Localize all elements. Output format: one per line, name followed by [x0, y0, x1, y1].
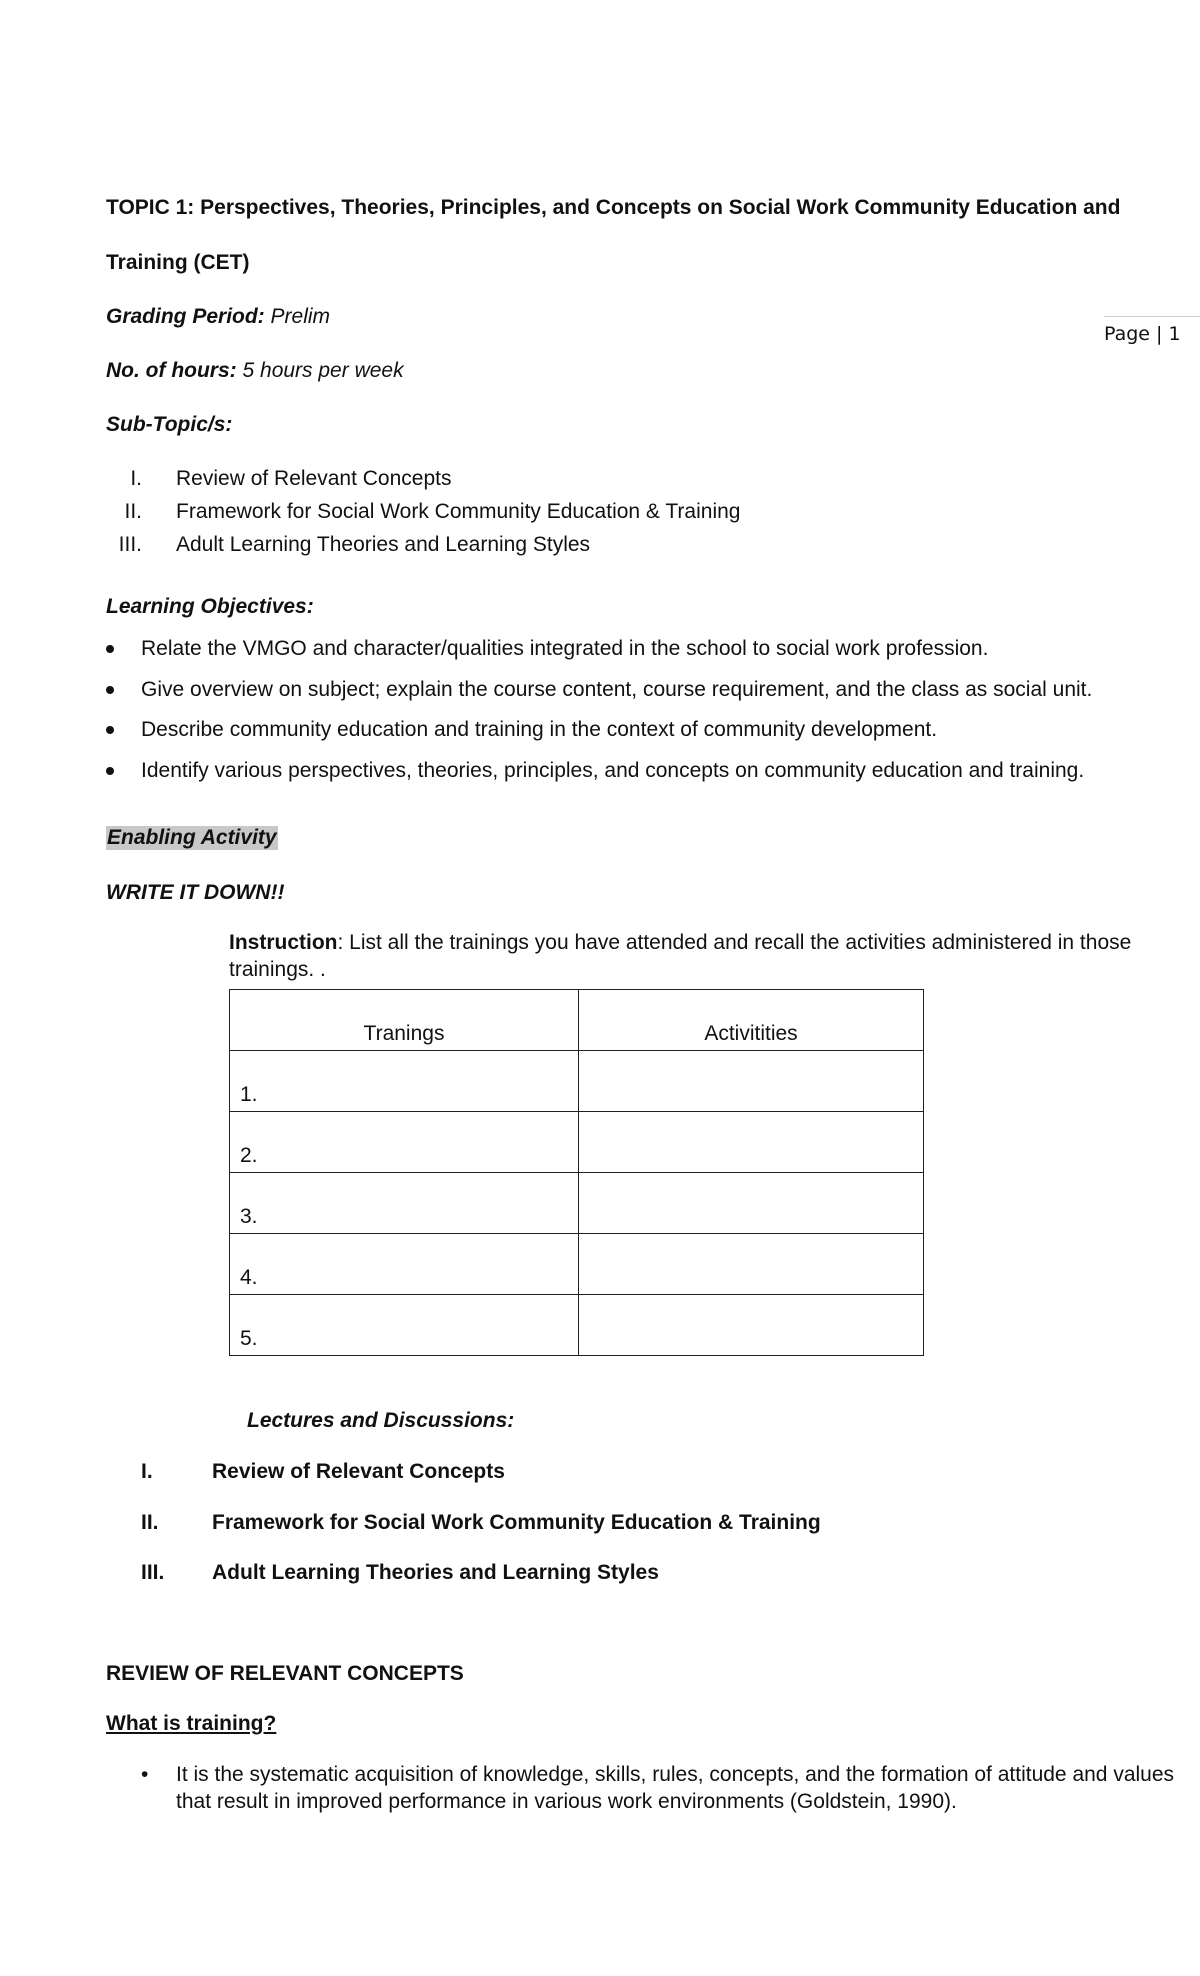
objective-item: Give overview on subject; explain the course content, course requirement, and the class as social unit.: [141, 678, 1093, 701]
enabling-activity-heading: Enabling Activity: [107, 826, 277, 849]
page-number-box: [1104, 316, 1200, 345]
hours-label: No. of hours:: [106, 359, 237, 382]
instruction-text-cont: trainings. .: [229, 958, 326, 981]
hours: [106, 359, 404, 383]
lecture-text: Review of Relevant Concepts: [212, 1460, 505, 1483]
activity-cell[interactable]: [579, 1173, 924, 1234]
subtopic-number: I.: [130, 467, 142, 490]
bullet-icon: •: [141, 1763, 149, 1786]
bullet-icon: [106, 645, 114, 653]
table-row: [230, 1173, 924, 1234]
subtopic-text: Framework for Social Work Community Education & Training: [176, 500, 741, 523]
topic-title-line1: TOPIC 1: Perspectives, Theories, Principles, and Concepts on Social Work Community Education and: [106, 196, 1121, 219]
training-cell[interactable]: 5.: [230, 1295, 579, 1356]
subtopic-number: II.: [124, 500, 142, 523]
training-question: What is training?: [106, 1712, 277, 1735]
lecture-number: III.: [141, 1561, 165, 1584]
objectives-heading: Learning Objectives:: [106, 595, 314, 618]
bullet-icon: [106, 686, 114, 694]
activity-cell[interactable]: [579, 1295, 924, 1356]
lectures-heading: Lectures and Discussions:: [247, 1409, 515, 1432]
objective-item: Describe community education and training in the context of community development.: [141, 718, 938, 741]
table-row: [230, 1295, 924, 1356]
activity-cell[interactable]: [579, 1234, 924, 1295]
table-row: [230, 1112, 924, 1173]
subtopic-number: III.: [118, 533, 142, 556]
hours-value: 5 hours per week: [242, 359, 404, 382]
column-header-activities: Activitities: [579, 990, 924, 1051]
lecture-text: Adult Learning Theories and Learning Styles: [212, 1561, 659, 1584]
subtopics-heading: Sub-Topic/s:: [106, 413, 233, 436]
training-cell[interactable]: 1.: [230, 1051, 579, 1112]
bullet-icon: [106, 726, 114, 734]
topic-title-line2: Training (CET): [106, 251, 250, 274]
grading-label: Grading Period:: [106, 305, 265, 328]
table-row: [230, 1234, 924, 1295]
lecture-number: I.: [141, 1460, 153, 1483]
column-header-trainings: Tranings: [230, 990, 579, 1051]
lecture-number: II.: [141, 1511, 159, 1534]
instruction-label: Instruction: [229, 931, 338, 954]
training-definition-line1: It is the systematic acquisition of knowledge, skills, rules, concepts, and the formation of attitude and values: [176, 1763, 1175, 1786]
training-cell[interactable]: 3.: [230, 1173, 579, 1234]
activity-cell[interactable]: [579, 1112, 924, 1173]
instruction: [229, 931, 1131, 955]
lecture-text: Framework for Social Work Community Education & Training: [212, 1511, 821, 1534]
grading-value: Prelim: [270, 305, 331, 328]
table-header-row: [230, 990, 924, 1051]
objective-item: Identify various perspectives, theories, principles, and concepts on community education and training.: [141, 759, 1085, 782]
trainings-table: [229, 989, 924, 1356]
page-number: Page | 1: [1104, 323, 1181, 345]
grading-period: [106, 305, 330, 329]
instruction-text: : List all the trainings you have attended and recall the activities administered in those: [337, 931, 1132, 954]
bullet-icon: [106, 767, 114, 775]
training-definition-line2: that result in improved performance in various work environments (Goldstein, 1990).: [176, 1790, 957, 1813]
review-heading: REVIEW OF RELEVANT CONCEPTS: [106, 1662, 464, 1685]
training-cell[interactable]: 2.: [230, 1112, 579, 1173]
activity-cell[interactable]: [579, 1051, 924, 1112]
training-cell[interactable]: 4.: [230, 1234, 579, 1295]
objective-item: Relate the VMGO and character/qualities integrated in the school to social work profession.: [141, 637, 989, 660]
write-it-down-heading: WRITE IT DOWN!!: [106, 881, 285, 904]
subtopic-text: Review of Relevant Concepts: [176, 467, 452, 490]
subtopic-text: Adult Learning Theories and Learning Styles: [176, 533, 591, 556]
table-row: [230, 1051, 924, 1112]
